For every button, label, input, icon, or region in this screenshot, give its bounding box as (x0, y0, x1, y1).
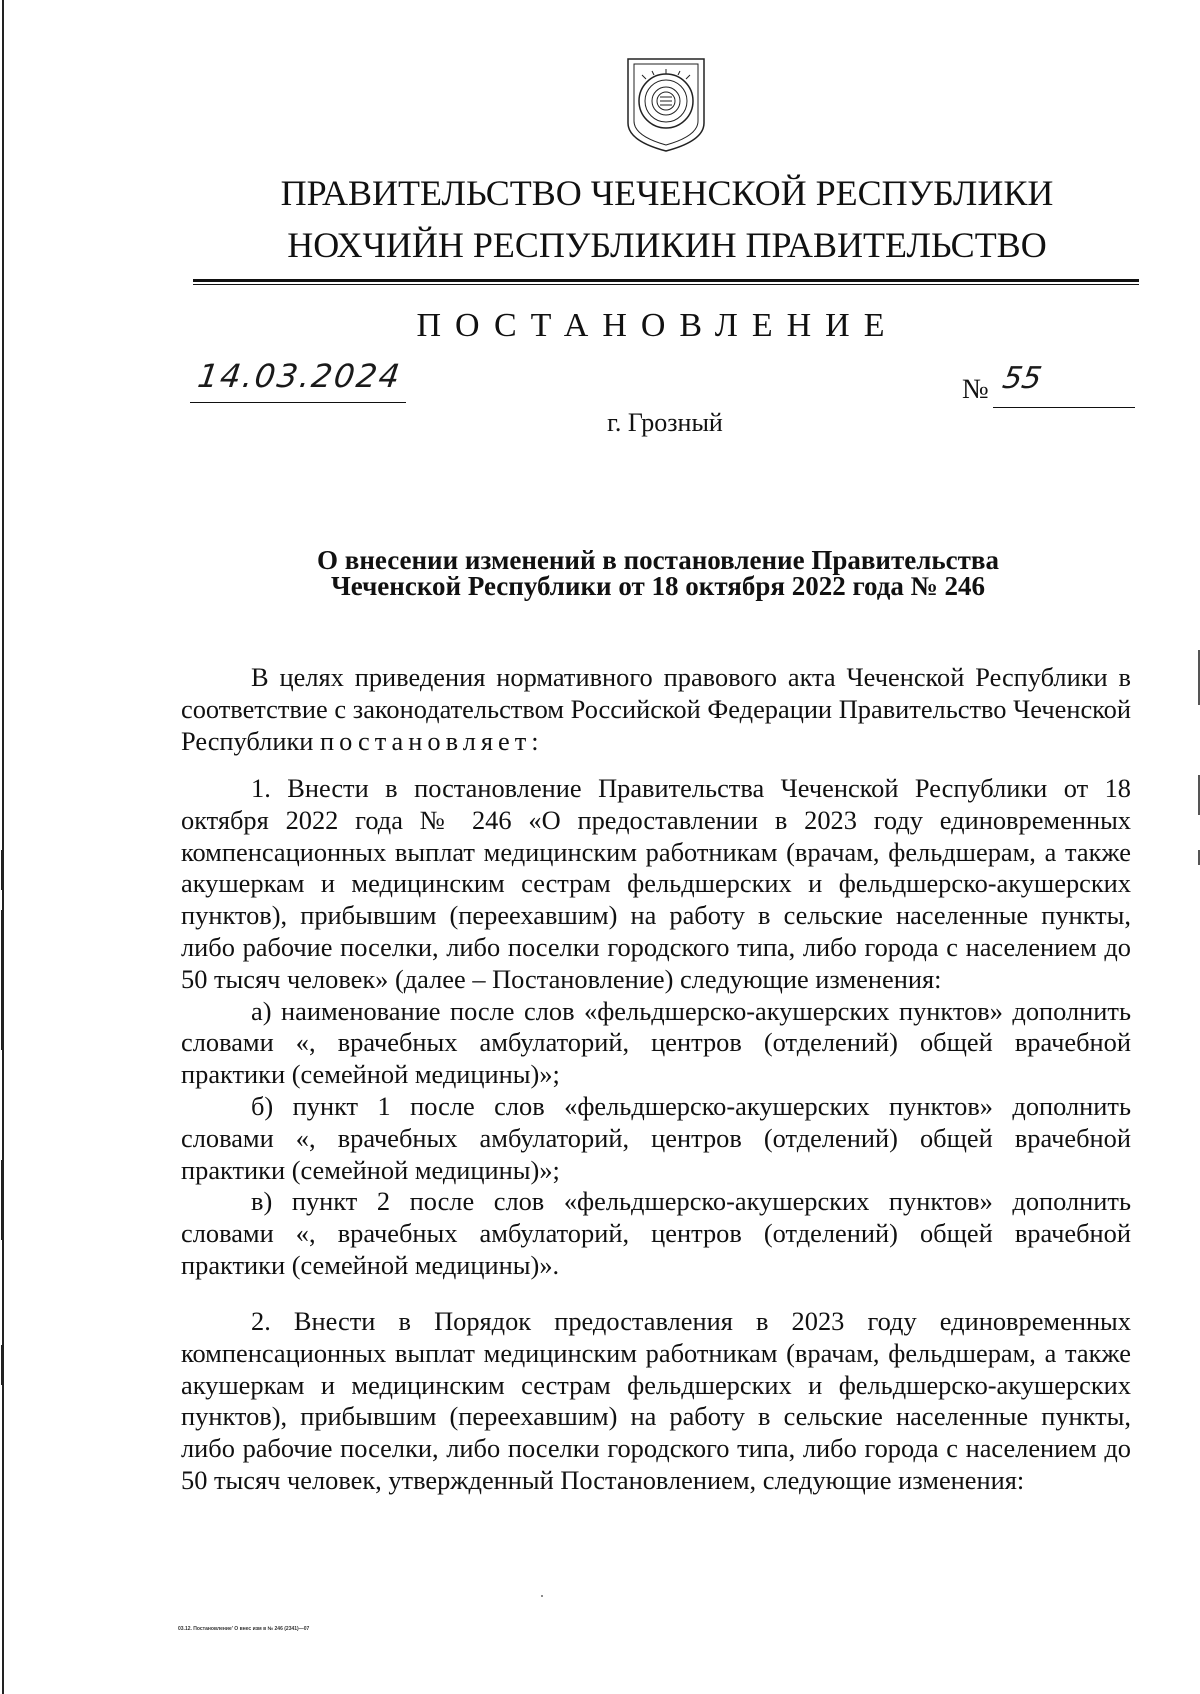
intro-paragraph (181, 662, 1131, 757)
city-location: г. Грозный (607, 408, 723, 437)
item-1-block (181, 773, 1131, 1282)
item-1-b: б) пункт 1 после слов «фельдшерско-акушерских пунктов» дополнить словами «, врачебных амбулаторий, центров (отделений) общей врачебной практики (семейной медицины)»; (181, 1090, 1131, 1185)
decree-date: 14.03.2024 (195, 357, 404, 395)
item-2: 2. Внести в Порядок предоставления в 2023 году единовременных компенсационных выплат медицинским работникам (врачам, фельдшерам, а также акушеркам и медицинским сестрам фельдшерских и фельдшерско-акушерских пунктов), прибывшим (переехавшим) на работу в сельские населенные пункты, либо рабочие поселки, либо поселки городского типа, либо города с населением до 50 тысяч человек, утвержденный Постановлением, следующие изменения: (181, 1306, 1131, 1495)
government-name-ce: НОХЧИЙН РЕСПУБЛИКИН ПРАВИТЕЛЬСТВО (287, 225, 1047, 265)
item-1: 1. Внести в постановление Правительства Чеченской Республики от 18 октября 2022 года № 246 «О предоставлении в 2023 году единовременных компенсационных выплат медицинским работникам (врачам, фельдшерам, а также акушеркам и медицинским сестрам фельдшерских и фельдшерско-акушерских пунктов), прибывшим (переехавшим) на работу в сельские населенные пункты, либо рабочие поселки, либо поселки городского типа, либо города с населением до 50 тысяч человек» (далее – Постановление) следующие изменения: (181, 773, 1131, 994)
intro-text: В целях приведения нормативного правового акта Чеченской Республики в соответствие с законодательством Российской Федерации Правительство Чеченской Республики (181, 662, 1131, 756)
document-type: ПОСТАНОВЛЕНИЕ (416, 307, 899, 344)
decree-number: 55 (999, 361, 1045, 396)
scan-speck (541, 1595, 543, 1597)
subject-line-1: О внесении изменений в постановление Правительства (317, 545, 999, 575)
item-1-a: а) наименование после слов «фельдшерско-акушерских пунктов» дополнить словами «, врачебных амбулаторий, центров (отделений) общей врачебной практики (семейной медицины)»; (181, 995, 1131, 1090)
item-2-block (181, 1306, 1131, 1497)
date-underline (190, 402, 406, 403)
item-1-v: в) пункт 2 после слов «фельдшерско-акушерских пунктов» дополнить словами «, врачебных амбулаторий, центров (отделений) общей врачебной практики (семейной медицины)». (181, 1186, 1131, 1280)
coat-of-arms-icon (622, 55, 710, 155)
decree-word: постановляет: (320, 725, 544, 756)
scan-mark (1, 1345, 4, 1385)
subject-line-2: Чеченской Республики от 18 октября 2022 года № 246 (330, 571, 986, 601)
government-name-ru: ПРАВИТЕЛЬСТВО ЧЕЧЕНСКОЙ РЕСПУБЛИКИ (280, 173, 1054, 213)
file-footer-note: 03.12. Постановление' О внес изм в № 246 (2341)—07 (178, 1626, 310, 1632)
header-divider (193, 279, 1139, 285)
number-sign: № (962, 374, 989, 405)
scan-mark (1, 910, 4, 1050)
scan-mark (1, 1160, 4, 1240)
scan-mark (1, 850, 4, 890)
